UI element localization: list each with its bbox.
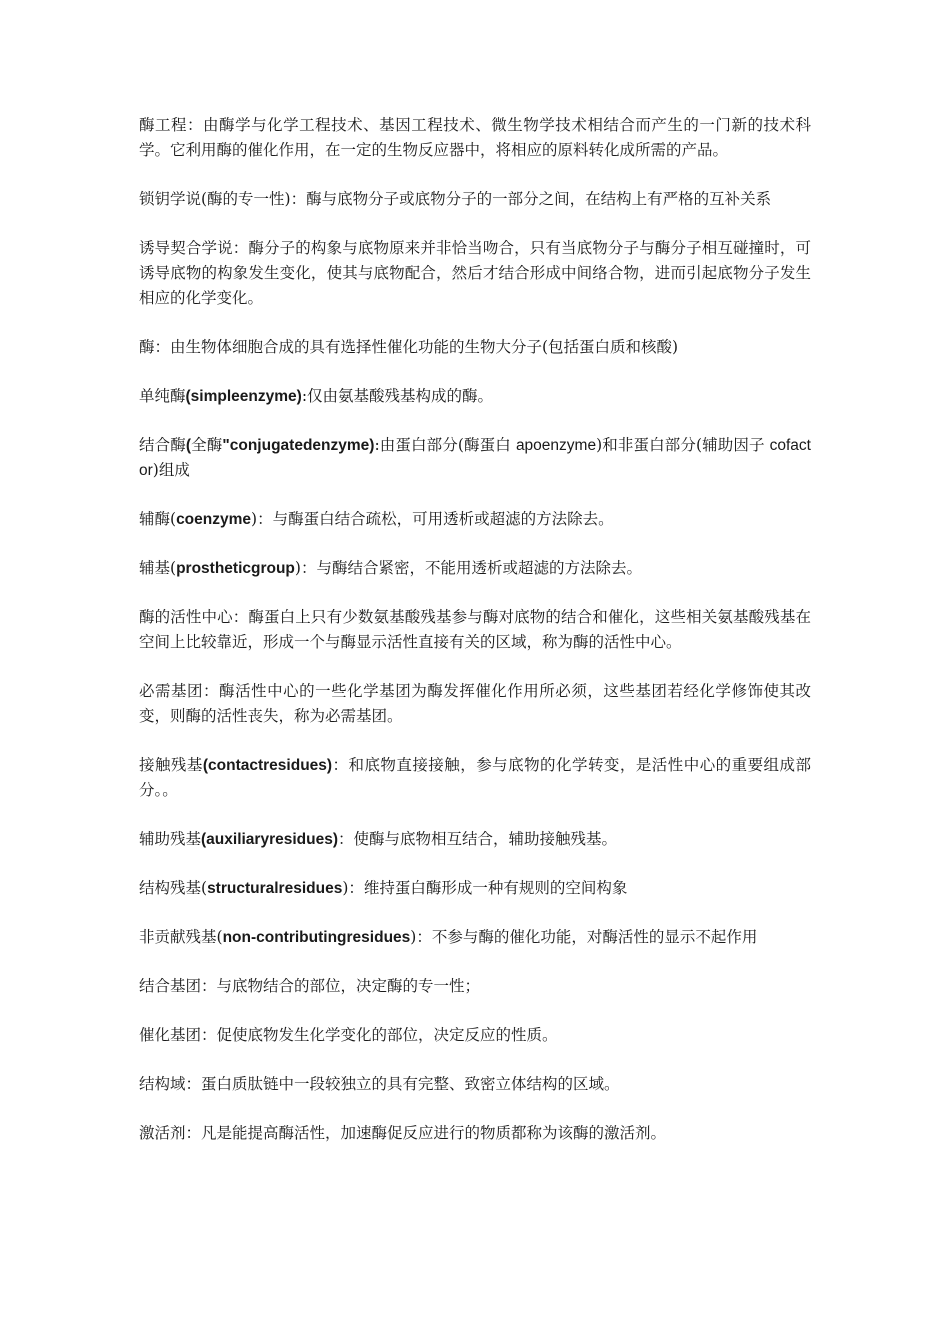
paragraph-text: )：与酶结合紧密，不能用透析或超滤的方法除去。	[294, 559, 642, 577]
paragraph-text: 诱导契合学说：酶分子的构象与底物原来并非恰当吻合，只有当底物分子与酶分子相互碰撞时，可诱导底物的构象发生变化，使其与底物配合，然后才结合形成中间络合物，进而引起底物分子发生相应的化学变化。	[139, 239, 811, 307]
paragraph-text: 非贡献残基(	[139, 928, 223, 946]
paragraph-text: 接触残基	[139, 756, 203, 774]
bold-term: prostheticgroup	[176, 560, 295, 577]
paragraph	[139, 1072, 811, 1097]
bold-term: "conjugatedenzyme)	[222, 437, 375, 454]
document-body	[139, 113, 811, 1170]
paragraph-text: 酶：由生物体细胞合成的具有选择性催化功能的生物大分子(包括蛋白质和核酸)	[139, 338, 679, 356]
paragraph	[139, 433, 811, 483]
paragraph-text: 辅酶(	[139, 510, 177, 528]
bold-term: non-contributingresidues	[222, 929, 411, 946]
paragraph-text: 辅基(	[139, 559, 177, 577]
paragraph-text: 催化基团：促使底物发生化学变化的部位，决定反应的性质。	[139, 1026, 558, 1044]
bold-term: structuralresidues	[207, 880, 343, 897]
paragraph	[139, 113, 811, 163]
paragraph	[139, 753, 811, 803]
paragraph-text: 单纯酶	[139, 387, 186, 405]
latin-term: apoenzyme	[515, 437, 597, 454]
paragraph-text: :由蛋白部分(酶蛋白	[374, 436, 516, 454]
paragraph-text: 酶工程：由酶学与化学工程技术、基因工程技术、微生物学技术相结合而产生的一门新的技术科学。它利用酶的催化作用，在一定的生物反应器中，将相应的原料转化成所需的产品。	[139, 116, 811, 159]
bold-term: (auxiliaryresidues)	[201, 831, 338, 848]
paragraph-text: 结合酶	[139, 436, 186, 454]
paragraph-text: 结构域：蛋白质肽链中一段较独立的具有完整、致密立体结构的区域。	[139, 1075, 620, 1093]
paragraph-text: 全酶	[191, 436, 223, 454]
paragraph	[139, 236, 811, 311]
paragraph	[139, 335, 811, 360]
paragraph-text: 锁钥学说(酶的专一性)：酶与底物分子或底物分子的一部分之间，在结构上有严格的互补关系	[139, 190, 772, 208]
paragraph-text: ：和底物直接接触，参与底物的化学转变，是活性中心的重要组成部分。。	[139, 756, 811, 799]
paragraph	[139, 556, 811, 581]
paragraph	[139, 384, 811, 409]
paragraph-text: 酶的活性中心：酶蛋白上只有少数氨基酸残基参与酶对底物的结合和催化，这些相关氨基酸残基在空间上比较靠近，形成一个与酶显示活性直接有关的区域，称为酶的活性中心。	[139, 608, 811, 651]
paragraph-text: 必需基团：酶活性中心的一些化学基团为酶发挥催化作用所必须，这些基团若经化学修饰使其改变，则酶的活性丧失，称为必需基团。	[139, 682, 811, 725]
paragraph-text: )组成	[152, 461, 190, 479]
paragraph	[139, 827, 811, 852]
paragraph	[139, 605, 811, 655]
paragraph-text: :仅由氨基酸残基构成的酶。	[301, 387, 494, 405]
paragraph	[139, 679, 811, 729]
paragraph-text: 结合基团：与底物结合的部位，决定酶的专一性；	[139, 977, 481, 995]
paragraph	[139, 974, 811, 999]
paragraph-text: )：与酶蛋白结合疏松，可用透析或超滤的方法除去。	[251, 510, 614, 528]
paragraph	[139, 1121, 811, 1146]
bold-term: (simpleenzyme)	[185, 388, 302, 405]
paragraph-text: 结构残基(	[139, 879, 208, 897]
bold-term: (	[185, 437, 192, 454]
latin-term: cofactor	[139, 437, 811, 479]
paragraph-text: )：维持蛋白酶形成一种有规则的空间构象	[342, 879, 628, 897]
bold-term: coenzyme	[176, 511, 252, 528]
paragraph	[139, 187, 811, 212]
paragraph	[139, 925, 811, 950]
paragraph	[139, 507, 811, 532]
paragraph	[139, 1023, 811, 1048]
paragraph-text: ：使酶与底物相互结合，辅助接触残基。	[338, 830, 618, 848]
paragraph-text: )：不参与酶的催化功能，对酶活性的显示不起作用	[410, 928, 758, 946]
paragraph-text: )和非蛋白部分(辅助因子	[596, 436, 770, 454]
paragraph	[139, 876, 811, 901]
paragraph-text: 激活剂：凡是能提高酶活性，加速酶促反应进行的物质都称为该酶的激活剂。	[139, 1124, 667, 1142]
bold-term: (contactresidues)	[202, 757, 333, 774]
paragraph-text: 辅助残基	[139, 830, 202, 848]
